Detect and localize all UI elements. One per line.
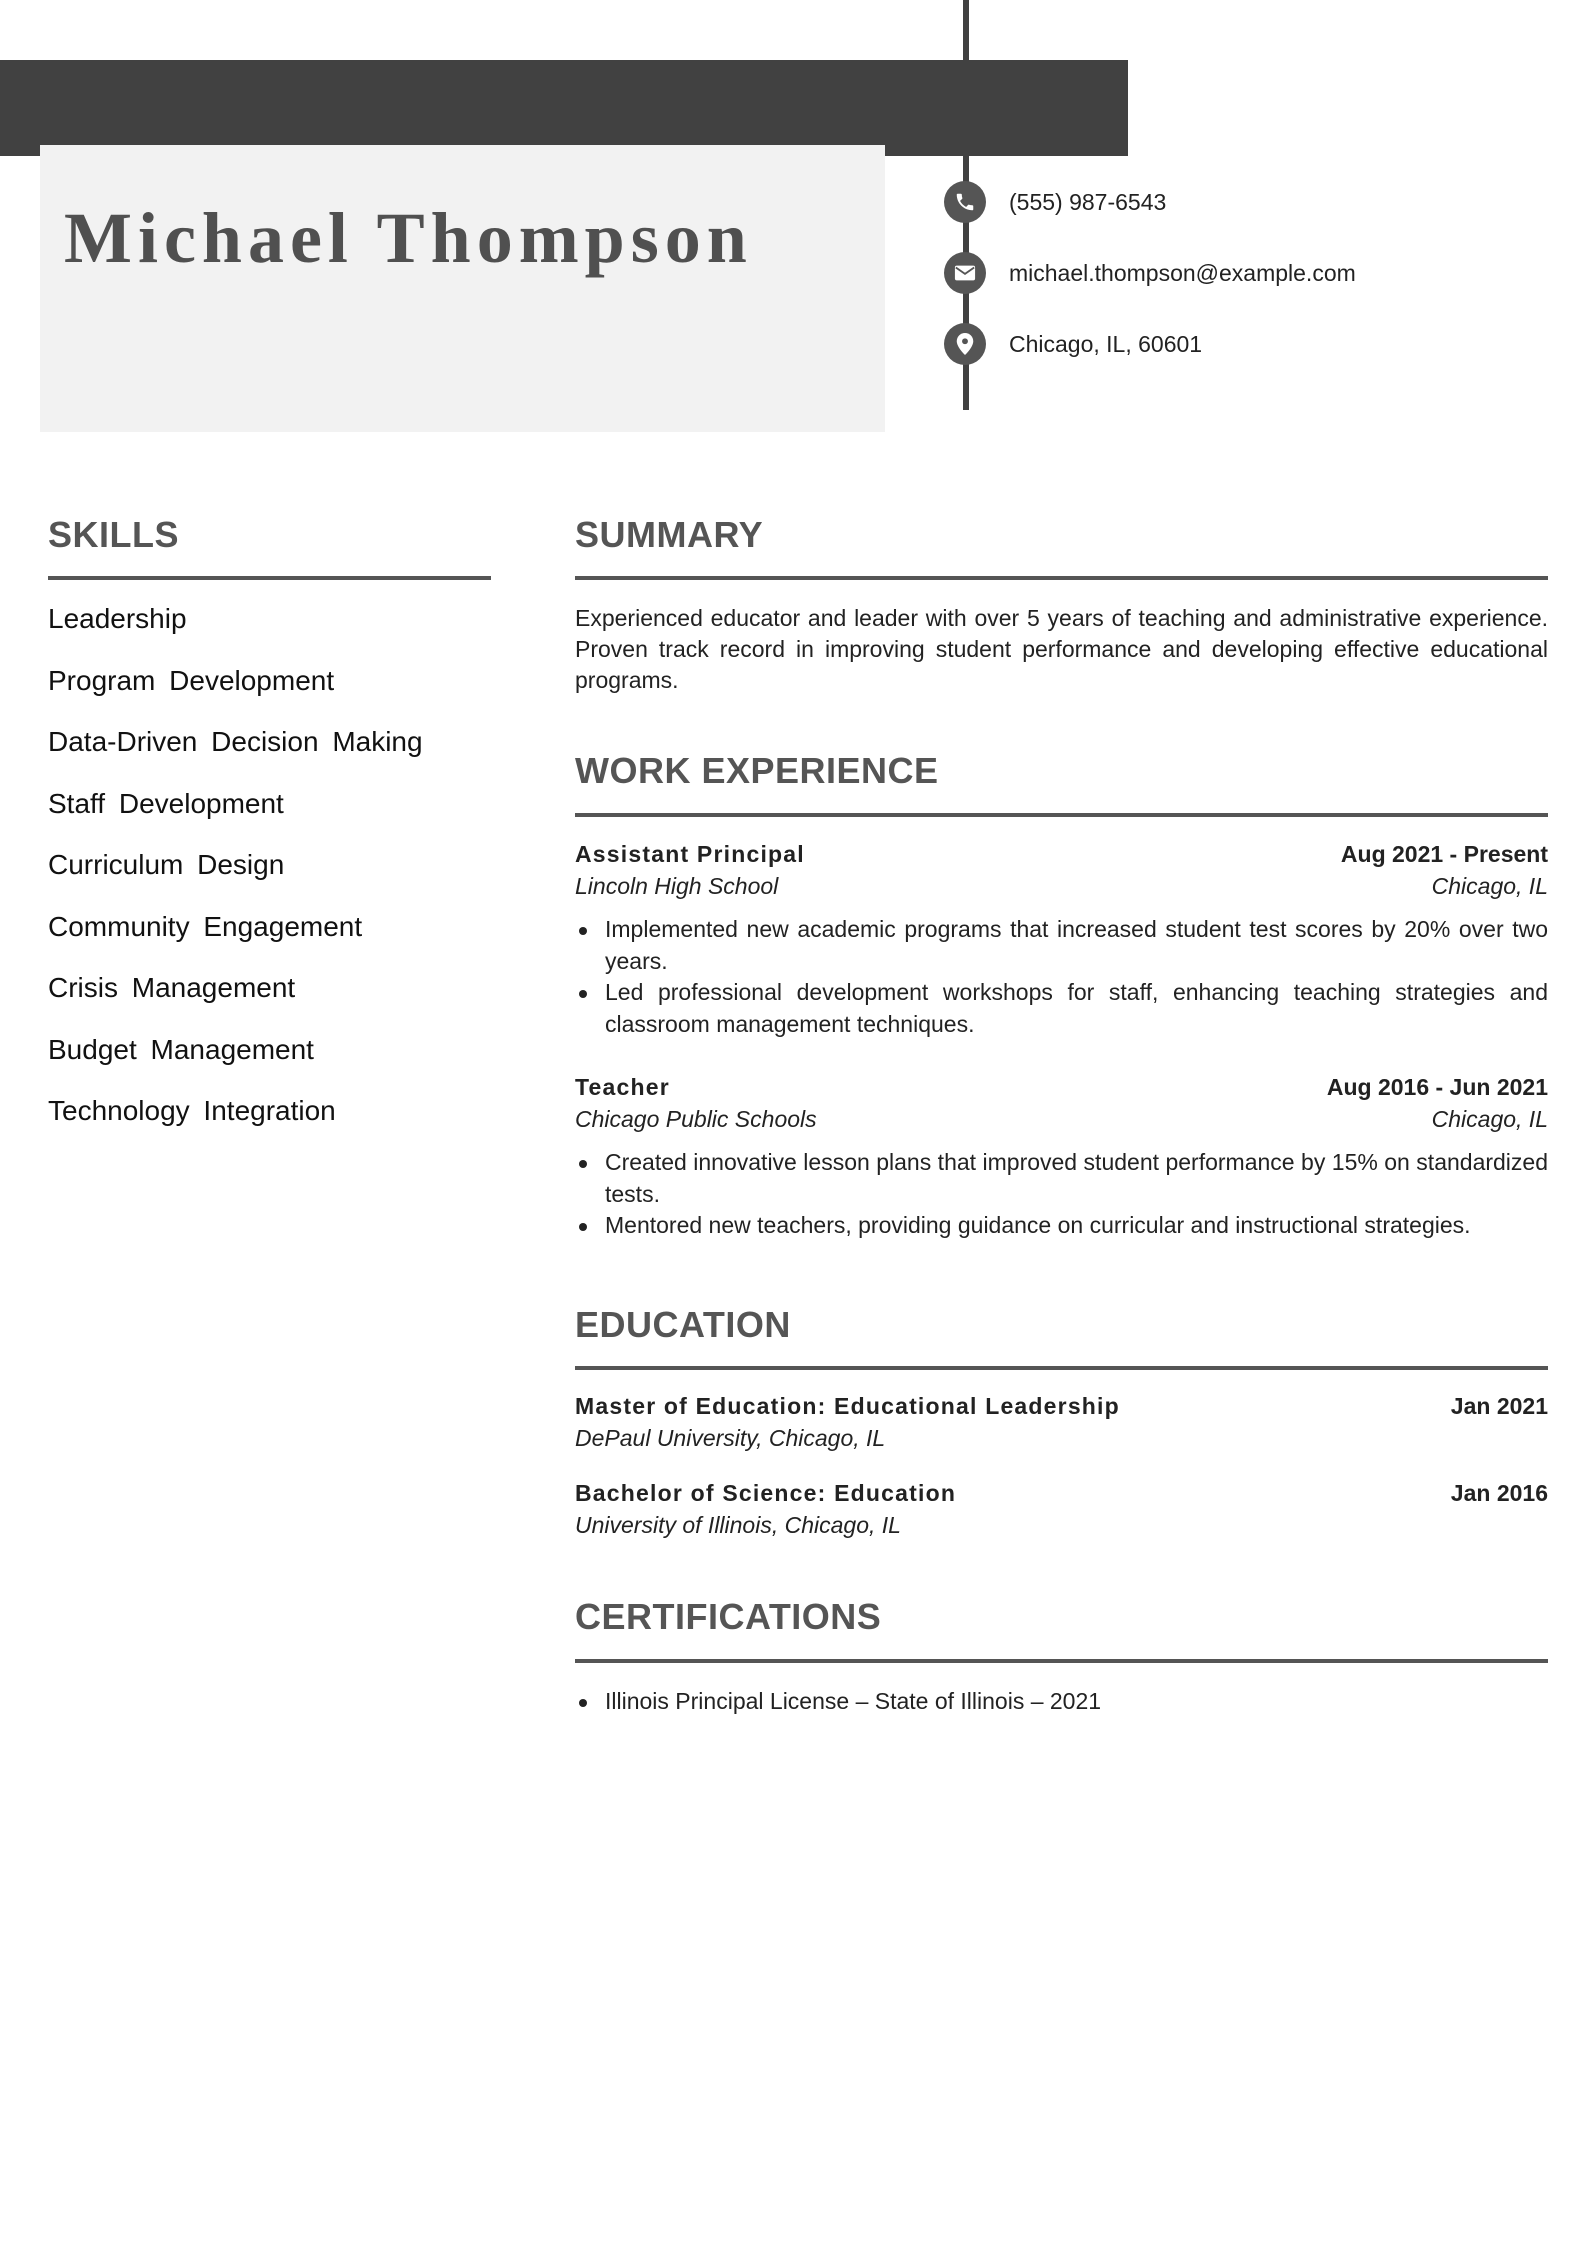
job-org-row <box>575 873 1548 900</box>
job-bullet: Implemented new academic programs that increased student test scores by 20% over two years. <box>575 914 1548 977</box>
degree-title: Master of Education: Educational Leadership <box>575 1393 1120 1419</box>
certification-item: Illinois Principal License – State of Illinois – 2021 <box>575 1686 1548 1718</box>
degree-row <box>575 1393 1548 1420</box>
job-bullets <box>575 914 1548 1040</box>
email-text: michael.thompson@example.com <box>1009 259 1356 286</box>
job-title-row <box>575 841 1548 868</box>
degree-date: Jan 2016 <box>1450 1480 1548 1506</box>
location-text: Chicago, IL, 60601 <box>1009 330 1203 357</box>
degree-row <box>575 1480 1548 1507</box>
job-bullet: Created innovative lesson plans that improved student performance by 15% on standardized tests. <box>575 1147 1548 1210</box>
education-divider <box>575 1366 1548 1370</box>
map-pin-icon <box>944 323 986 365</box>
skills-list <box>48 596 423 1150</box>
job-org: Chicago Public Schools <box>575 1106 817 1132</box>
job-bullet: Led professional development workshops for staff, enhancing teaching strategies and classroom management techniques. <box>575 977 1548 1040</box>
job-org-row <box>575 1106 1548 1133</box>
candidate-name: Michael Thompson <box>64 198 753 278</box>
school-name: DePaul University, Chicago, IL <box>575 1425 886 1451</box>
skill-item: Program Development <box>48 664 335 696</box>
envelope-icon <box>944 252 986 294</box>
job-title-row <box>575 1074 1548 1101</box>
summary-text: Experienced educator and leader with over 5 years of teaching and administrative experience. Proven track record in improving student performance and developing effective educational programs. <box>575 605 1548 693</box>
job-location: Chicago, IL <box>1431 1106 1548 1132</box>
contact-location <box>944 322 1202 366</box>
job-dates: Aug 2021 - Present <box>1340 841 1548 867</box>
skill-item: Data-Driven Decision Making <box>48 726 423 757</box>
degree-title: Bachelor of Science: Education <box>575 1480 957 1506</box>
contact-phone <box>944 180 1166 224</box>
summary-divider <box>575 576 1548 580</box>
job-role: Teacher <box>575 1074 670 1100</box>
contact-email <box>944 251 1356 295</box>
skill-item: Technology Integration <box>48 1095 336 1126</box>
summary-heading: SUMMARY <box>575 514 764 555</box>
job-org: Lincoln High School <box>575 873 779 899</box>
skill-item: Community Engagement <box>48 910 363 942</box>
school-row <box>575 1512 1548 1539</box>
header-bar <box>0 60 1128 156</box>
job-bullet: Mentored new teachers, providing guidance on curricular and instructional strategies. <box>575 1210 1548 1242</box>
skill-item: Staff Development <box>48 787 284 819</box>
certifications-list <box>575 1686 1548 1718</box>
skill-item: Crisis Management <box>48 972 296 1003</box>
skill-item: Budget Management <box>48 1033 314 1065</box>
job-location: Chicago, IL <box>1431 873 1548 899</box>
phone-text: (555) 987-6543 <box>1009 188 1167 215</box>
skills-divider <box>48 576 491 580</box>
school-row <box>575 1425 1548 1452</box>
job-bullets <box>575 1147 1548 1242</box>
job-role: Assistant Principal <box>575 841 805 867</box>
skills-heading: SKILLS <box>48 514 180 555</box>
name-box <box>40 145 885 432</box>
education-heading: EDUCATION <box>575 1304 791 1345</box>
phone-icon <box>944 181 986 223</box>
skill-item: Curriculum Design <box>48 849 285 880</box>
job-dates: Aug 2016 - Jun 2021 <box>1326 1074 1548 1100</box>
degree-date: Jan 2021 <box>1450 1393 1548 1419</box>
school-name: University of Illinois, Chicago, IL <box>575 1512 901 1538</box>
certifications-divider <box>575 1659 1548 1663</box>
certifications-heading: CERTIFICATIONS <box>575 1596 882 1637</box>
work-heading: WORK EXPERIENCE <box>575 750 939 791</box>
work-divider <box>575 813 1548 817</box>
skill-item: Leadership <box>48 603 187 634</box>
